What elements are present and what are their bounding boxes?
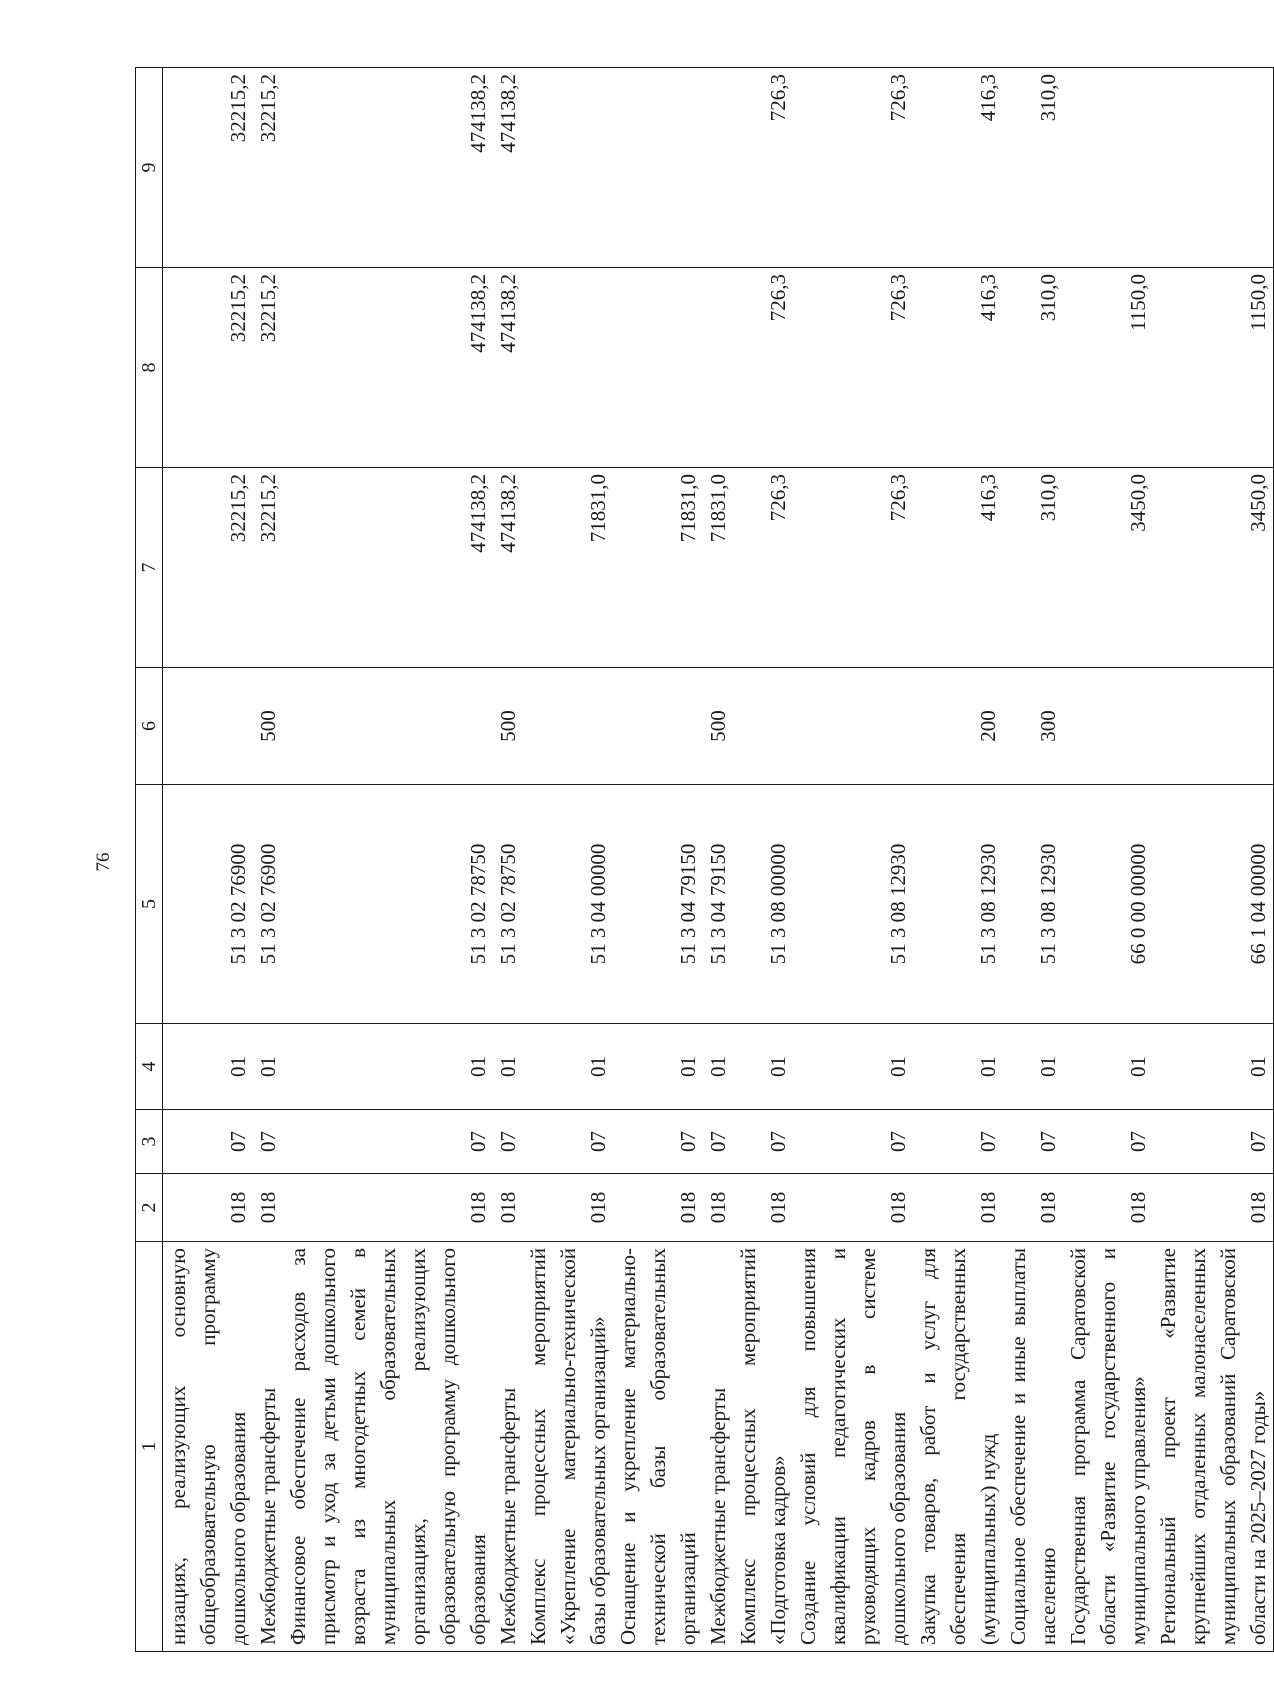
row-col-8: 32215,2 — [253, 268, 283, 468]
table-row — [493, 68, 523, 1652]
row-name: Межбюджетные трансферты — [493, 1242, 523, 1652]
row-col-5: 51 3 08 00000 — [733, 785, 793, 1024]
table-row — [1003, 68, 1063, 1652]
row-col-8: 1150,0 — [1153, 268, 1274, 468]
table-body — [163, 68, 1274, 1652]
row-name: Государственная программа Саратовской области «Развитие государственного и муниципального управления» — [1063, 1242, 1153, 1652]
row-col-5: 51 3 02 78750 — [493, 785, 523, 1024]
row-name: Закупка товаров, работ и услуг для обеспечения государственных (муниципальных) нужд — [913, 1242, 1003, 1652]
row-col-7: 3450,0 — [1063, 468, 1153, 668]
row-col-4: 01 — [1003, 1024, 1063, 1110]
row-col-9 — [613, 68, 703, 268]
row-col-3: 07 — [523, 1110, 613, 1174]
row-col-4: 01 — [163, 1024, 254, 1110]
row-col-3: 07 — [493, 1110, 523, 1174]
table-row — [253, 68, 283, 1652]
row-col-2: 018 — [253, 1174, 283, 1242]
row-name: Оснащение и укрепление материально-технической базы образовательных организаций — [613, 1242, 703, 1652]
row-col-5: 51 3 08 12930 — [1003, 785, 1063, 1024]
row-col-7: 726,3 — [733, 468, 793, 668]
row-col-7: 3450,0 — [1153, 468, 1274, 668]
row-col-5: 51 3 08 12930 — [913, 785, 1003, 1024]
header-col-4: 4 — [136, 1024, 163, 1110]
row-col-8: 310,0 — [1003, 268, 1063, 468]
row-col-7: 71831,0 — [523, 468, 613, 668]
row-name: Социальное обеспечение и иные выплаты населению — [1003, 1242, 1063, 1652]
row-col-7: 32215,2 — [163, 468, 254, 668]
row-col-9 — [1063, 68, 1153, 268]
row-col-3: 07 — [733, 1110, 793, 1174]
row-name: Комплекс процессных мероприятий «Укрепление материально-технической базы образовательных организаций» — [523, 1242, 613, 1652]
row-col-4: 01 — [253, 1024, 283, 1110]
row-col-2: 018 — [1063, 1174, 1153, 1242]
row-col-9: 310,0 — [1003, 68, 1063, 268]
row-col-2: 018 — [1003, 1174, 1063, 1242]
row-col-6: 300 — [1003, 668, 1063, 785]
budget-table — [135, 67, 1274, 1652]
row-col-3: 07 — [793, 1110, 913, 1174]
row-col-9: 726,3 — [793, 68, 913, 268]
header-col-9: 9 — [136, 68, 163, 268]
row-name: Межбюджетные трансферты — [253, 1242, 283, 1652]
row-col-2: 018 — [163, 1174, 254, 1242]
row-col-3: 07 — [613, 1110, 703, 1174]
row-col-7: 71831,0 — [613, 468, 703, 668]
row-col-8 — [703, 268, 733, 468]
row-col-5: 51 3 04 00000 — [523, 785, 613, 1024]
row-col-2: 018 — [733, 1174, 793, 1242]
row-col-8: 32215,2 — [163, 268, 254, 468]
row-col-5: 66 0 00 00000 — [1063, 785, 1153, 1024]
row-col-8: 416,3 — [913, 268, 1003, 468]
row-col-5: 51 3 02 78750 — [283, 785, 493, 1024]
rotated-table-page — [135, 68, 1270, 1652]
row-col-8: 1150,0 — [1063, 268, 1153, 468]
row-col-7: 474138,2 — [493, 468, 523, 668]
row-col-9: 32215,2 — [253, 68, 283, 268]
table-row — [733, 68, 793, 1652]
row-col-2: 018 — [523, 1174, 613, 1242]
row-col-6 — [1153, 668, 1274, 785]
row-col-5: 51 3 04 79150 — [613, 785, 703, 1024]
table-row — [283, 68, 493, 1652]
row-col-7: 71831,0 — [703, 468, 733, 668]
row-col-3: 07 — [1063, 1110, 1153, 1174]
row-name: Межбюджетные трансферты — [703, 1242, 733, 1652]
row-col-4: 01 — [733, 1024, 793, 1110]
row-col-5: 66 1 04 00000 — [1153, 785, 1274, 1024]
row-col-4: 01 — [1153, 1024, 1274, 1110]
row-col-4: 01 — [913, 1024, 1003, 1110]
row-col-7: 416,3 — [913, 468, 1003, 668]
row-col-4: 01 — [793, 1024, 913, 1110]
row-col-3: 07 — [703, 1110, 733, 1174]
row-col-4: 01 — [523, 1024, 613, 1110]
row-col-7: 310,0 — [1003, 468, 1063, 668]
row-col-3: 07 — [1153, 1110, 1274, 1174]
row-col-8: 474138,2 — [283, 268, 493, 468]
row-col-4: 01 — [1063, 1024, 1153, 1110]
header-col-2: 2 — [136, 1174, 163, 1242]
row-col-6 — [733, 668, 793, 785]
row-col-5: 51 3 08 12930 — [793, 785, 913, 1024]
table-header — [136, 68, 163, 1652]
row-col-6 — [1063, 668, 1153, 785]
table-row — [913, 68, 1003, 1652]
row-col-6: 500 — [253, 668, 283, 785]
row-col-2: 018 — [283, 1174, 493, 1242]
header-col-6: 6 — [136, 668, 163, 785]
row-col-5: 51 3 02 76900 — [163, 785, 254, 1024]
row-col-2: 018 — [793, 1174, 913, 1242]
row-col-2: 018 — [613, 1174, 703, 1242]
row-col-8 — [613, 268, 703, 468]
row-col-8 — [523, 268, 613, 468]
row-col-3: 07 — [1003, 1110, 1063, 1174]
row-col-8: 726,3 — [793, 268, 913, 468]
table-row — [613, 68, 703, 1652]
table-row — [523, 68, 613, 1652]
row-col-9: 32215,2 — [163, 68, 254, 268]
row-col-3: 07 — [253, 1110, 283, 1174]
row-col-7: 474138,2 — [283, 468, 493, 668]
row-name: Создание условий для повышения квалификации педагогических и руководящих кадров в системе дошкольного образования — [793, 1242, 913, 1652]
row-col-6 — [163, 668, 254, 785]
row-name: низациях, реализующих основную общеобразовательную программу дошкольного образования — [163, 1242, 254, 1652]
row-col-2: 018 — [703, 1174, 733, 1242]
row-col-7: 32215,2 — [253, 468, 283, 668]
row-name: Региональный проект «Развитие крупнейших отдаленных малонаселенных муниципальных образований Саратовской области на 2025–2027 годы» — [1153, 1242, 1274, 1652]
row-col-2: 018 — [913, 1174, 1003, 1242]
row-col-8: 474138,2 — [493, 268, 523, 468]
table-row — [703, 68, 733, 1652]
header-row — [136, 68, 163, 1652]
row-col-6 — [613, 668, 703, 785]
row-col-9 — [1153, 68, 1274, 268]
header-col-8: 8 — [136, 268, 163, 468]
row-col-3: 07 — [913, 1110, 1003, 1174]
row-col-4: 01 — [703, 1024, 733, 1110]
row-col-5: 51 3 04 79150 — [703, 785, 733, 1024]
row-col-9: 474138,2 — [493, 68, 523, 268]
row-col-9: 416,3 — [913, 68, 1003, 268]
row-col-6 — [523, 668, 613, 785]
row-col-9 — [523, 68, 613, 268]
row-col-9: 726,3 — [733, 68, 793, 268]
row-col-4: 01 — [493, 1024, 523, 1110]
row-name: Комплекс процессных мероприятий «Подготовка кадров» — [733, 1242, 793, 1652]
header-col-1: 1 — [136, 1242, 163, 1652]
row-col-4: 01 — [613, 1024, 703, 1110]
header-col-5: 5 — [136, 785, 163, 1024]
row-col-6 — [283, 668, 493, 785]
row-col-4: 01 — [283, 1024, 493, 1110]
row-col-2: 018 — [493, 1174, 523, 1242]
row-col-5: 51 3 02 76900 — [253, 785, 283, 1024]
row-col-7: 726,3 — [793, 468, 913, 668]
row-col-2: 018 — [1153, 1174, 1274, 1242]
row-col-9 — [703, 68, 733, 268]
header-col-7: 7 — [136, 468, 163, 668]
page-number: 76 — [93, 852, 114, 872]
row-col-8: 726,3 — [733, 268, 793, 468]
row-col-3: 07 — [163, 1110, 254, 1174]
table-row — [1063, 68, 1153, 1652]
header-col-3: 3 — [136, 1110, 163, 1174]
row-col-6: 200 — [913, 668, 1003, 785]
row-col-9: 474138,2 — [283, 68, 493, 268]
table-row — [1153, 68, 1274, 1652]
table-row — [163, 68, 254, 1652]
row-col-3: 07 — [283, 1110, 493, 1174]
row-col-6: 500 — [703, 668, 733, 785]
row-name: Финансовое обеспечение расходов за присмотр и уход за детьми дошкольного возраста из многодетных семей в муниципальных образовательных организациях, реализующих образовательную программу дошкольного образования — [283, 1242, 493, 1652]
row-col-6: 500 — [493, 668, 523, 785]
table-row — [793, 68, 913, 1652]
row-col-6 — [793, 668, 913, 785]
